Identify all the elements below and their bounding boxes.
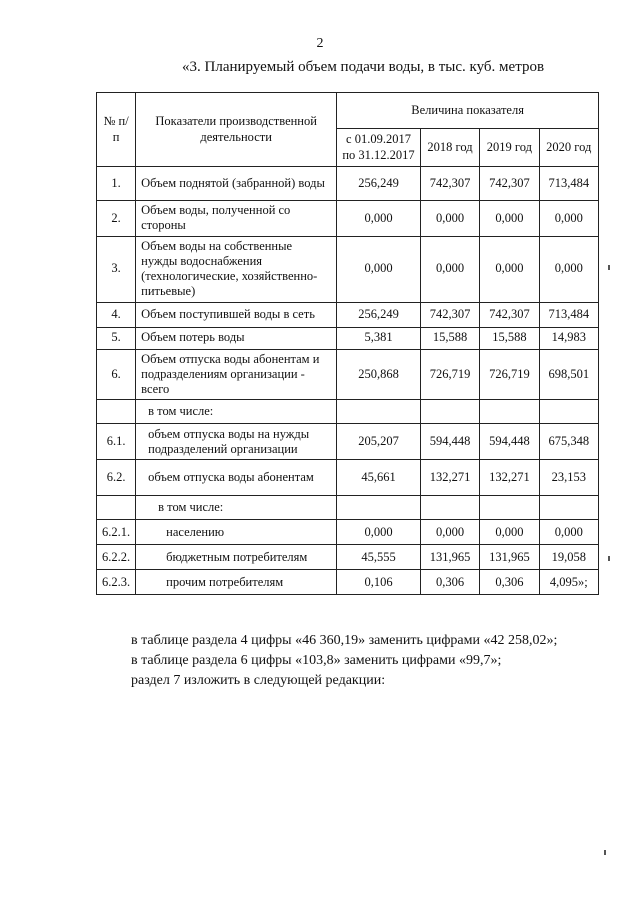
table-row — [97, 496, 599, 520]
row-label: Объем воды, полученной со стороны — [136, 201, 337, 237]
row-value: 726,719 — [480, 349, 539, 400]
header-period-2018: 2018 год — [420, 129, 479, 167]
row-number: 6.2. — [97, 460, 136, 496]
table-row — [97, 400, 599, 424]
row-value: 0,000 — [539, 520, 598, 545]
row-value — [480, 400, 539, 424]
row-value — [539, 400, 598, 424]
row-number: 6.2.3. — [97, 570, 136, 595]
row-value: 132,271 — [480, 460, 539, 496]
row-value: 0,000 — [337, 201, 421, 237]
row-value: 250,868 — [337, 349, 421, 400]
row-value: 256,249 — [337, 167, 421, 201]
row-value: 131,965 — [420, 545, 479, 570]
row-value: 698,501 — [539, 349, 598, 400]
row-value: 5,381 — [337, 327, 421, 349]
row-label: в том числе: — [136, 496, 337, 520]
row-value: 0,000 — [480, 520, 539, 545]
row-number: 6.2.1. — [97, 520, 136, 545]
row-number: 1. — [97, 167, 136, 201]
row-value: 0,000 — [480, 201, 539, 237]
row-value: 742,307 — [420, 167, 479, 201]
section-heading: «3. Планируемый объем подачи воды, в тыс. куб. метров — [182, 59, 545, 75]
header-period-2017: с 01.09.2017 по 31.12.2017 — [337, 129, 421, 167]
row-value: 19,058 — [539, 545, 598, 570]
header-period-2019: 2019 год — [480, 129, 539, 167]
row-label: в том числе: — [136, 400, 337, 424]
row-number — [97, 496, 136, 520]
row-label: прочим потребителям — [136, 570, 337, 595]
row-value: 4,095»; — [539, 570, 598, 595]
row-value — [480, 496, 539, 520]
row-number: 2. — [97, 201, 136, 237]
row-value: 742,307 — [420, 302, 479, 327]
row-value: 0,000 — [337, 236, 421, 302]
table-row — [97, 302, 599, 327]
header-indicator: Показатели производственной деятельности — [136, 93, 337, 167]
row-value: 0,000 — [420, 520, 479, 545]
row-label: Объем отпуска воды абонентам и подразделениям организации - всего — [136, 349, 337, 400]
row-label: населению — [136, 520, 337, 545]
row-value — [337, 400, 421, 424]
table-row — [97, 327, 599, 349]
row-value: 742,307 — [480, 302, 539, 327]
row-label: объем отпуска воды на нужды подразделений организации — [136, 424, 337, 460]
row-value: 0,000 — [539, 236, 598, 302]
table-row — [97, 167, 599, 201]
row-value: 0,306 — [420, 570, 479, 595]
scan-mark — [608, 265, 610, 270]
body-paragraph: в таблице раздела 4 цифры «46 360,19» заменить цифрами «42 258,02»; — [131, 633, 558, 648]
table-row — [97, 349, 599, 400]
row-value — [420, 400, 479, 424]
body-text — [131, 631, 557, 691]
table-row — [97, 570, 599, 595]
row-number: 6. — [97, 349, 136, 400]
row-value: 742,307 — [480, 167, 539, 201]
page-number: 2 — [316, 36, 324, 51]
row-value: 713,484 — [539, 302, 598, 327]
table-row — [97, 236, 599, 302]
row-value: 256,249 — [337, 302, 421, 327]
row-value: 675,348 — [539, 424, 598, 460]
row-label: Объем поступившей воды в сеть — [136, 302, 337, 327]
row-label: Объем воды на собственные нужды водоснабжения (технологические, хозяйственно-питьевые) — [136, 236, 337, 302]
row-value: 0,106 — [337, 570, 421, 595]
table-row — [97, 545, 599, 570]
row-value: 0,306 — [480, 570, 539, 595]
header-period-2020: 2020 год — [539, 129, 598, 167]
header-number: № п/п — [97, 93, 136, 167]
table-row — [97, 520, 599, 545]
row-value: 713,484 — [539, 167, 598, 201]
row-value: 0,000 — [480, 236, 539, 302]
row-value: 0,000 — [337, 520, 421, 545]
header-value-group: Величина показателя — [337, 93, 599, 129]
row-number: 3. — [97, 236, 136, 302]
row-value: 0,000 — [539, 201, 598, 237]
row-value: 0,000 — [420, 236, 479, 302]
row-value: 15,588 — [420, 327, 479, 349]
row-value: 45,661 — [337, 460, 421, 496]
table-row — [97, 201, 599, 237]
row-value: 726,719 — [420, 349, 479, 400]
row-number: 5. — [97, 327, 136, 349]
body-paragraph: в таблице раздела 6 цифры «103,8» заменить цифрами «99,7»; — [131, 653, 502, 668]
row-label: Объем поднятой (забранной) воды — [136, 167, 337, 201]
scan-mark — [604, 850, 606, 855]
row-number — [97, 400, 136, 424]
table-row — [97, 460, 599, 496]
row-label: Объем потерь воды — [136, 327, 337, 349]
row-label: бюджетным потребителям — [136, 545, 337, 570]
row-number: 6.1. — [97, 424, 136, 460]
row-value: 594,448 — [480, 424, 539, 460]
scan-mark — [608, 556, 610, 561]
row-label: объем отпуска воды абонентам — [136, 460, 337, 496]
table-body — [97, 167, 599, 595]
row-value: 132,271 — [420, 460, 479, 496]
row-value — [539, 496, 598, 520]
row-value: 0,000 — [420, 201, 479, 237]
row-number: 4. — [97, 302, 136, 327]
row-value — [337, 496, 421, 520]
water-supply-table — [96, 92, 599, 595]
table-row — [97, 424, 599, 460]
row-value — [420, 496, 479, 520]
row-number: 6.2.2. — [97, 545, 136, 570]
row-value: 205,207 — [337, 424, 421, 460]
row-value: 14,983 — [539, 327, 598, 349]
row-value: 15,588 — [480, 327, 539, 349]
body-paragraph: раздел 7 изложить в следующей редакции: — [131, 673, 386, 688]
row-value: 45,555 — [337, 545, 421, 570]
row-value: 594,448 — [420, 424, 479, 460]
row-value: 23,153 — [539, 460, 598, 496]
row-value: 131,965 — [480, 545, 539, 570]
